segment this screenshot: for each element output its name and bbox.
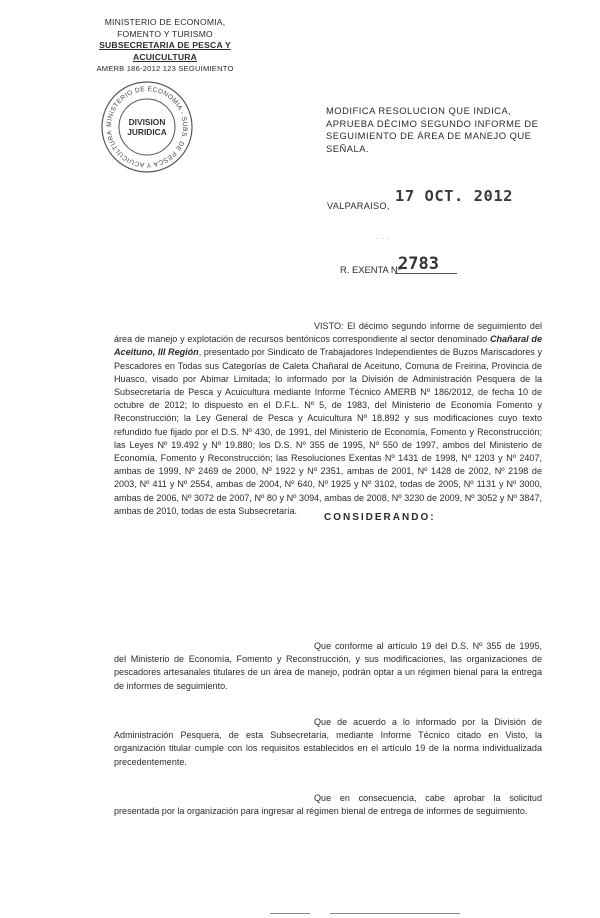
resolution-number: 2783 [398,254,439,274]
considerando-heading: CONSIDERANDO: [324,512,436,523]
visto-head: VISTO: El décimo segundo informe de seguimiento [314,321,527,331]
resolution-label: R. EXENTA Nº [340,264,402,275]
considerando-paragraph-3 [114,792,542,818]
document-place: VALPARAISO, [327,201,390,211]
visto-paragraph [114,320,542,518]
letterhead-ministry: MINISTERIO DE ECONOMIA, [104,17,226,27]
footer-rule-right [330,913,460,914]
considerando-text-1: Que conforme al artículo 19 del D.S. Nº 355 de 1995, del Ministerio de Economía, Fomento y Reconstrucción, y sus modificaciones, las organizaciones de pescadores artesanales titulares de un área de manejo, podrán optar a un régimen bienal para la entrega de informes de seguimiento. [114,641,542,691]
stamp-line-2: JURIDICA [127,127,167,137]
division-juridica-stamp-icon [100,80,194,174]
considerando-text-3: Que en consecuencia, cabe aprobar la solicitud presentada por la organización para ingresar al régimen bienal de entrega de informes de seguimiento. [114,793,542,817]
stamp-ring-text: MINISTERIO DE ECONOMIA - SUBS. DE PESCA Y ACUICULTURA [105,85,189,169]
visto-sector-name: Chañaral de Aceituno, III Región [114,334,542,358]
letterhead-subsecretaria: SUBSECRETARIA DE PESCA Y ACUICULTURA [99,40,231,62]
visto-part-2: , presentado por Sindicato de Trabajadores Independientes de Buzos Mariscadores y Pescadores en Todas sus Categorías de Caleta Chañaral de Aceituno, Comuna de Freirina, Provincia de Huasco, visado por Abimar Limitada; lo informado por la División de Administración Pesquera de la Subsecretaría de Pesca y Acuicultura mediante Informe Técnico AMERB Nº 186/2012, de fecha 10 de octubre de 2012; lo dispuesto en el D.F.L. Nº 5, de 1983, del Ministerio de Economía Fomento y Reconstrucción; la Ley General de Pesca y Acuicultura Nº 18.892 y sus modificaciones cuyo texto refundido fue fijado por el D.S. Nº 430, de 1991, del Ministerio de Economía, Fomento y Reconstrucción; las Leyes Nº 19.492 y Nº 19.880; los D.S. Nº 355 de 1995, Nº 550 de 1997, ambos del Ministerio de Economía, Fomento y Reconstrucción; las Resoluciones Exentas Nº 1431 de 1998, Nº 1203 y Nº 2407, ambas de 1999, Nº 2469 de 2000, Nº 1922 y Nº 2351, ambas de 2001, Nº 1428 de 2002, Nº 2198 de 2003, Nº 411 y Nº 2554, ambas de 2004, Nº 640, Nº 1925 y Nº 3102, todas de 2005, Nº 1131 y Nº 3000, ambas de 2006, Nº 3072 de 2007, Nº 80 y Nº 3094, ambas de 2008, Nº 3230 de 2009, Nº 3052 y Nº 3847, ambas de 2010, todas de esta Subsecretaría. [114,347,542,516]
visto-part-1: del área de manejo y explotación de recursos bentónicos correspondiente al sector denominado [114,321,542,345]
letterhead-ministry-2: FOMENTO Y TURISMO [117,28,213,39]
stamp-mark: · · · [376,236,391,242]
letterhead-reference: AMERB 186-2012 123 SEGUIMIENTO [96,64,234,73]
resolution-underline [395,273,457,274]
letterhead [80,17,250,75]
considerando-text-2: Que de acuerdo a lo informado por la División de Administración Pesquera, de esta Subsecretaría, mediante Informe Técnico citado en Visto, la organización titular cumple con los requisitos establecidos en el artículo 19 de la norma individualizada precedentemente. [114,717,542,767]
date-stamp: 17 OCT. 2012 [395,187,513,205]
footer-rule-left [270,913,310,914]
stamp-line-1: DIVISION [128,117,166,127]
considerando-paragraph-1 [114,640,542,693]
document-subject: MODIFICA RESOLUCION QUE INDICA, APRUEBA DÉCIMO SEGUNDO INFORME DE SEGUIMIENTO DE ÁREA DE MANEJO QUE SEÑALA. [326,105,539,154]
considerando-paragraph-2 [114,716,542,769]
